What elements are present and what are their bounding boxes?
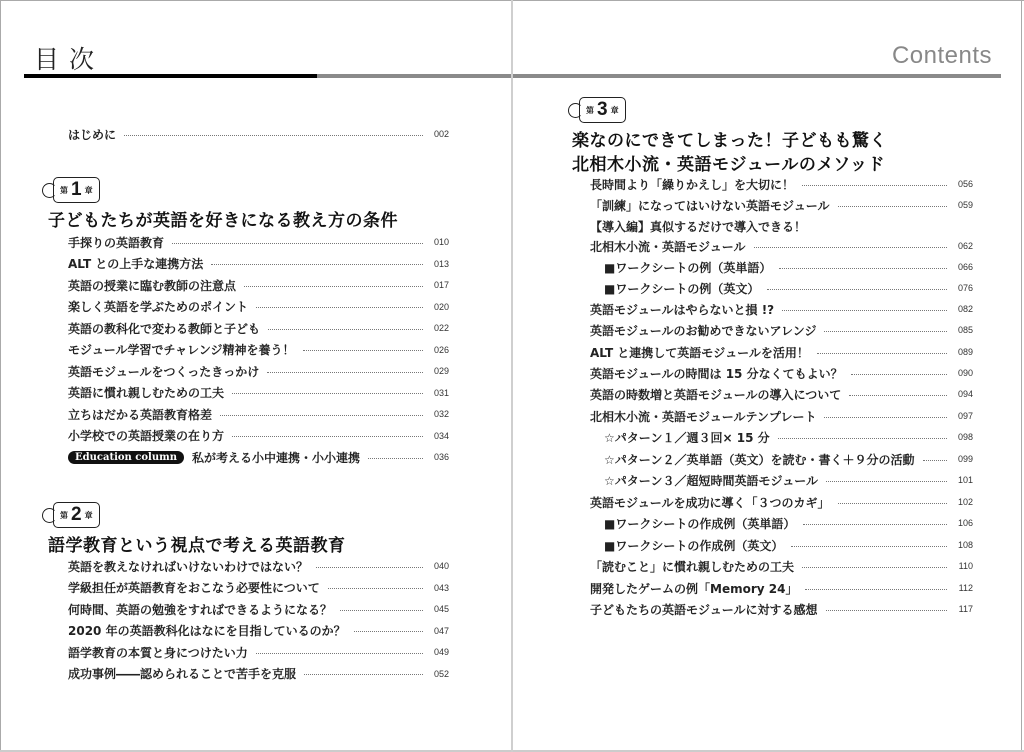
- chapter-prefix: 第: [60, 510, 68, 520]
- dot-leader: [304, 674, 423, 675]
- page-border-right: [1021, 0, 1022, 752]
- toc-page-number: 117: [958, 604, 973, 614]
- dot-leader: [256, 653, 423, 654]
- toc-page-number: 047: [433, 625, 449, 636]
- toc-page-number: 013: [433, 258, 449, 269]
- toc-entry-label: 語学教育の本質と身につけたい力: [68, 645, 248, 660]
- dot-leader: [803, 524, 947, 525]
- dot-leader: [838, 503, 947, 504]
- toc-entry[interactable]: [604, 278, 973, 298]
- toc-entry[interactable]: [68, 447, 449, 467]
- toc-page-number: 049: [433, 647, 449, 657]
- dot-leader: [826, 610, 947, 611]
- dot-leader: [303, 350, 423, 351]
- education-column-tag: Education column: [68, 451, 184, 464]
- toc-entry-label: ☆パターン１／週３回× 15 分: [604, 430, 770, 445]
- toc-entry[interactable]: [68, 599, 449, 619]
- tag-ring-icon: [568, 103, 583, 118]
- toc-page-number: 082: [957, 304, 973, 314]
- toc-page-number: 085: [957, 325, 973, 335]
- tag-ring-icon: [42, 183, 57, 198]
- toc-entry[interactable]: [590, 236, 973, 256]
- chapter-2-badge: [38, 502, 100, 528]
- dot-leader: [267, 372, 423, 373]
- toc-page-number: 106: [957, 518, 973, 528]
- dot-leader: [851, 374, 947, 375]
- toc-page-number: 056: [957, 179, 973, 189]
- toc-page-number: 076: [957, 283, 973, 293]
- dot-leader: [328, 588, 423, 589]
- toc-page-number: 010: [433, 237, 449, 247]
- toc-entry-label: 北相木小流・英語モジュール: [590, 239, 746, 254]
- toc-page-number: 045: [433, 604, 449, 614]
- toc-entry-label: 私が考える小中連携・小小連携: [191, 450, 360, 465]
- toc-entry[interactable]: [604, 470, 973, 490]
- toc-entry[interactable]: [68, 383, 449, 403]
- dot-leader: [802, 185, 947, 186]
- toc-entry-label: ■ワークシートの例（英単語）: [604, 260, 772, 275]
- toc-entry-label: 英語モジュールの時間は 15 分なくてもよい？: [590, 366, 843, 381]
- toc-entry[interactable]: [590, 578, 973, 598]
- toc-entry-label: 立ちはだかる英語教育格差: [68, 407, 213, 422]
- dot-leader: [754, 247, 947, 248]
- toc-entry[interactable]: [68, 578, 449, 598]
- toc-entry[interactable]: [590, 320, 973, 340]
- toc-entry-label: ALT と連携して英語モジュールを活用！: [590, 345, 809, 360]
- dot-leader: [805, 589, 947, 590]
- toc-entry-label: ☆パターン２／英単語（英文）を読む・書く＋９分の活動: [604, 452, 915, 467]
- toc-entry-label: 英語モジュールのお勧めできないアレンジ: [590, 323, 817, 338]
- toc-entry[interactable]: [604, 427, 973, 447]
- toc-entry[interactable]: [590, 216, 973, 236]
- toc-entry[interactable]: [604, 513, 973, 533]
- dot-leader: [802, 567, 947, 568]
- dot-leader: [824, 331, 947, 332]
- toc-page-number: 043: [433, 582, 449, 593]
- tag-ring-icon: [42, 508, 57, 523]
- toc-entry-intro[interactable]: [68, 124, 449, 144]
- toc-entry-label: 「読むこと」に慣れ親しむための工夫: [590, 559, 795, 574]
- dot-leader: [838, 206, 947, 207]
- dot-leader: [849, 395, 947, 396]
- toc-entry-label: 北相木小流・英語モジュールテンプレート: [590, 409, 817, 424]
- dot-leader: [268, 329, 423, 330]
- toc-entry[interactable]: [590, 195, 973, 215]
- toc-entry[interactable]: [68, 642, 449, 662]
- toc-entry-label: 楽しく英語を学ぶためのポイント: [68, 300, 249, 314]
- chapter-3-title-line-1[interactable]: 楽なのにできてしまった！子どもも驚く: [572, 131, 887, 151]
- toc-page-number: 029: [433, 366, 449, 376]
- chapter-number: 1: [71, 179, 82, 200]
- toc-page-number: 090: [957, 368, 973, 378]
- toc-entry[interactable]: [68, 664, 449, 684]
- toc-entry-label: 成功事例――認められることで苦手を克服: [68, 667, 297, 681]
- toc-entry[interactable]: [68, 232, 449, 252]
- toc-entry[interactable]: [590, 556, 973, 576]
- toc-entry[interactable]: [68, 340, 449, 360]
- chapter-1-badge: [38, 177, 100, 203]
- toc-entry[interactable]: [604, 257, 973, 277]
- dot-leader: [256, 307, 423, 308]
- toc-page-number: 094: [957, 389, 973, 399]
- toc-entry-label: 何時間、英語の勉強をすればできるようになる？: [68, 602, 333, 617]
- toc-entry-label: 英語の授業に臨む教師の注意点: [68, 278, 237, 293]
- dot-leader: [779, 268, 947, 269]
- toc-page-number: 066: [957, 262, 973, 272]
- toc-entry-label: 子どもたちの英語モジュールに対する感想: [590, 602, 818, 617]
- toc-entry[interactable]: [590, 406, 973, 426]
- toc-entry[interactable]: [68, 426, 449, 446]
- dot-leader: [232, 393, 423, 394]
- toc-entry[interactable]: [68, 275, 449, 295]
- chapter-suffix: 章: [610, 105, 619, 115]
- dot-leader: [124, 135, 423, 136]
- toc-page-number: 102: [957, 497, 973, 507]
- toc-page-number: 040: [433, 561, 449, 571]
- book-spine: [511, 0, 513, 752]
- page-title-english: Contents: [891, 42, 992, 69]
- toc-entry-label: 2020 年の英語教科化はなにを目指しているのか？: [68, 624, 346, 638]
- toc-entry-label: 【導入編】真似するだけで導入できる！: [590, 219, 807, 234]
- toc-entry-label: 長時間より「繰りかえし」を大切に！: [590, 177, 795, 192]
- chapter-prefix: 第: [60, 185, 68, 195]
- toc-entry-label: 開発したゲームの例「Memory 24」: [590, 581, 798, 596]
- dot-leader: [172, 243, 423, 244]
- header-rule-black: [24, 74, 317, 78]
- toc-entry-label: 学級担任が英語教育をおこなう必要性について: [68, 581, 320, 595]
- toc-page-number: 002: [433, 129, 449, 139]
- toc-entry[interactable]: [604, 449, 973, 469]
- toc-page-number: 052: [433, 668, 449, 679]
- toc-entry[interactable]: [68, 404, 449, 424]
- dot-leader: [782, 310, 947, 311]
- toc-entry-label: 英語を教えなければいけないわけではない？: [68, 559, 309, 574]
- dot-leader: [923, 460, 947, 461]
- toc-entry[interactable]: [68, 556, 449, 576]
- toc-entry[interactable]: [590, 174, 973, 194]
- chapter-number: 3: [597, 99, 608, 120]
- toc-entry[interactable]: [590, 299, 973, 319]
- toc-entry-label: 「訓練」になってはいけない英語モジュール: [590, 198, 830, 213]
- toc-page-number: 020: [433, 301, 449, 312]
- toc-entry[interactable]: [68, 621, 449, 641]
- toc-entry-label: 英語に慣れ親しむための工夫: [68, 386, 225, 400]
- toc-page-number: 031: [433, 387, 449, 398]
- toc-entry-label: ■ワークシートの例（英文）: [604, 281, 760, 296]
- page-border-left: [0, 0, 1, 752]
- toc-page-number: 108: [957, 540, 973, 550]
- toc-entry[interactable]: [590, 384, 973, 404]
- dot-leader: [220, 415, 423, 416]
- toc-entry-label: ■ワークシートの作成例（英単語）: [604, 516, 796, 531]
- chapter-suffix: 章: [84, 510, 93, 520]
- toc-entry-label: 英語の時数増と英語モジュールの導入について: [590, 387, 842, 402]
- chapter-3-title-line-2[interactable]: 北相木小流・英語モジュールのメソッド: [572, 155, 885, 175]
- toc-entry[interactable]: [590, 363, 973, 383]
- chapter-3-badge: [564, 97, 626, 123]
- toc-entry[interactable]: [68, 318, 449, 338]
- dot-leader: [368, 458, 423, 459]
- toc-page-number: 062: [957, 241, 973, 251]
- dot-leader: [340, 610, 423, 611]
- dot-leader: [767, 289, 947, 290]
- chapter-suffix: 章: [84, 185, 93, 195]
- toc-entry-label: モジュール学習でチャレンジ精神を養う！: [68, 343, 295, 357]
- dot-leader: [354, 631, 423, 632]
- toc-entry-label: 英語の教科化で変わる教師と子ども: [68, 321, 261, 336]
- toc-page-number: 099: [957, 454, 973, 464]
- dot-leader: [826, 481, 947, 482]
- chapter-prefix: 第: [586, 105, 594, 115]
- chapter-1-title[interactable]: 子どもたちが英語を好きになる教え方の条件: [48, 211, 398, 231]
- toc-entry[interactable]: [590, 599, 973, 619]
- toc-page-number: 101: [957, 475, 973, 485]
- toc-page-number: 112: [958, 583, 973, 593]
- toc-entry-label: 英語モジュールを成功に導く「３つのカギ」: [590, 495, 830, 510]
- dot-leader: [824, 417, 947, 418]
- toc-page-number: 089: [957, 347, 973, 357]
- toc-page-number: 034: [433, 430, 449, 441]
- toc-entry[interactable]: [68, 254, 449, 274]
- toc-entry-label: ☆パターン３／超短時間英語モジュール: [604, 473, 819, 488]
- toc-entry[interactable]: [604, 535, 973, 555]
- toc-page-number: 110: [958, 561, 973, 571]
- toc-page-number: 059: [957, 200, 973, 210]
- toc-entry[interactable]: [68, 361, 449, 381]
- toc-entry-label: 英語モジュールをつくったきっかけ: [68, 364, 260, 379]
- toc-page-number: 097: [957, 411, 973, 421]
- toc-entry-label: ■ワークシートの作成例（英文）: [604, 538, 784, 553]
- toc-entry[interactable]: [590, 342, 973, 362]
- dot-leader: [817, 353, 947, 354]
- toc-page-number: 098: [957, 432, 973, 442]
- toc-page-number: 017: [433, 280, 449, 290]
- toc-entry-label: 手探りの英語教育: [68, 235, 165, 250]
- dot-leader: [244, 286, 423, 287]
- toc-entry-label: 小学校での英語授業の在り方: [68, 429, 225, 443]
- toc-entry-label: 英語モジュールはやらないと損 !?: [590, 302, 775, 317]
- dot-leader: [791, 546, 947, 547]
- toc-page-number: 036: [433, 452, 449, 462]
- toc-page-number: 026: [433, 344, 449, 355]
- chapter-number: 2: [71, 504, 82, 525]
- toc-page-number: 022: [433, 323, 449, 333]
- toc-entry-label: ALT との上手な連携方法: [68, 257, 204, 271]
- dot-leader: [211, 264, 423, 265]
- dot-leader: [232, 436, 423, 437]
- chapter-2-title[interactable]: 語学教育という視点で考える英語教育: [48, 536, 346, 556]
- page-title-japanese: 目次: [34, 45, 105, 74]
- toc-entry[interactable]: [590, 492, 973, 512]
- toc-entry[interactable]: [68, 297, 449, 317]
- header-rule-gray-right: [513, 74, 1001, 78]
- toc-entry-label: はじめに: [68, 127, 117, 142]
- dot-leader: [778, 438, 947, 439]
- dot-leader: [316, 567, 423, 568]
- header-rule-gray-left: [317, 74, 511, 78]
- toc-page-number: 032: [433, 409, 449, 419]
